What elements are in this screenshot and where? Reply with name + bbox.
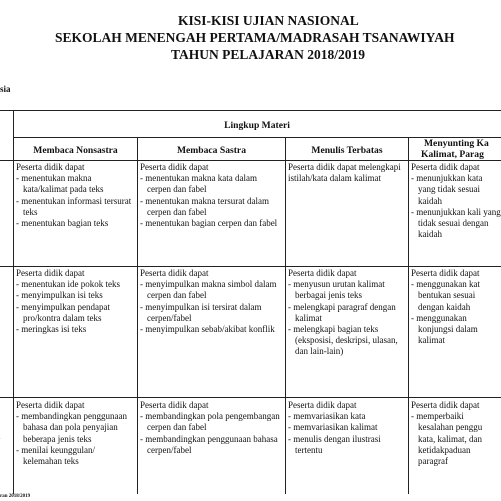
list-item: - menyimpulkan makna simbol dalam cerpen dan fabel (140, 279, 281, 301)
list-item: - menyimpulkan sebab/akibat konflik (140, 324, 281, 335)
list-item: - menggunakan konjungsi dalam kalimat (411, 313, 501, 347)
list-item: - menilai keunggulan/ kelemahan teks (16, 445, 136, 467)
footer-text: ran 2018/2019 (0, 494, 31, 499)
lingkup-materi-header: Lingkup Materi (224, 120, 290, 131)
cell-intro: Peserta didik dapat (140, 400, 209, 410)
cell-intro: Peserta didik dapat (411, 162, 480, 172)
title-line-1: KISI-KISI UJIAN NASIONAL (178, 13, 359, 28)
table-border-top (0, 110, 501, 111)
table-cell (288, 162, 405, 184)
list-item: - menunjukkan kata yang tidak sesuai kaidah (411, 173, 501, 207)
column-border (285, 137, 286, 494)
table-cell (16, 268, 136, 335)
table-cell (288, 268, 405, 358)
cell-intro: Peserta didik dapat (16, 268, 85, 278)
cell-intro: Peserta didik dapat (140, 268, 209, 278)
list-item: - membandingkan penggunaan bahasa cerpen/fabel (140, 434, 281, 456)
table-cell (288, 400, 405, 456)
cell-intro: Peserta didik dapat (140, 162, 209, 172)
list-item: - memvariasikan kata (288, 411, 405, 422)
column-header: Menulis Terbatas (311, 145, 383, 156)
table-cell (140, 268, 281, 335)
column-border (13, 110, 14, 494)
list-item: - menyimpulkan isi tersirat dalam cerpen/fabel (140, 302, 281, 324)
table-cell (140, 400, 281, 456)
list-item: - melengkapi paragraf dengan kalimat (288, 302, 405, 324)
column-border (408, 137, 409, 494)
cell-intro: Peserta didik dapat (411, 400, 480, 410)
table-cell (411, 400, 501, 467)
list-item: - memperbaiki kesalahan penggu kata, kalimat, dan ketidakpaduan paragraf (411, 411, 501, 467)
list-item: - menentukan makna tersurat dalam cerpen dan fabel (140, 196, 281, 218)
subject-label: sia (0, 84, 11, 94)
row-divider (0, 397, 501, 398)
row-fragment (0, 431, 1, 442)
column-border (137, 137, 138, 494)
cell-intro: Peserta didik dapat (288, 268, 357, 278)
list-item: - meringkas isi teks (16, 324, 136, 335)
table-cell (16, 400, 136, 467)
table-cell (411, 162, 501, 240)
cell-intro: Peserta didik dapat (411, 268, 480, 278)
list-item: - melengkapi bagian teks (eksposisi, deskripsi, ulasan, dan lain-lain) (288, 324, 405, 358)
list-item: - menentukan bagian cerpen dan fabel (140, 218, 281, 229)
cell-intro: Peserta didik dapat (16, 162, 85, 172)
column-header: Membaca Sastra (176, 145, 246, 156)
list-item: - menentukan ide pokok teks (16, 279, 136, 290)
list-item: - menulis dengan ilustrasi tertentu (288, 434, 405, 456)
cell-intro: Peserta didik dapat (288, 400, 357, 410)
list-item: - menentukan makna kata/kalimat pada teks (16, 173, 136, 195)
list-item: - membandingkan penggunaan bahasa dan pola penyajian beberapa jenis teks (16, 411, 136, 445)
column-header: Menyunting Ka (424, 138, 489, 149)
list-item: - menunjukkan kali yang tidak sesuai dengan kaidah (411, 207, 501, 241)
list-item: - menentukan makna kata dalam cerpen dan fabel (140, 173, 281, 195)
list-item: - menyimpulkan isi teks (16, 290, 136, 301)
title-line-2: SEKOLAH MENENGAH PERTAMA/MADRASAH TSANAWIYAH (55, 30, 455, 45)
list-item: - menentukan informasi tersurat teks (16, 196, 136, 218)
list-item: - menggunakan kat bentukan sesuai dengan kaidah (411, 279, 501, 313)
cell-intro: Peserta didik dapat (16, 400, 85, 410)
table-cell (140, 162, 281, 229)
column-header: Membaca Nonsastra (33, 145, 118, 156)
header-bottom-border (0, 160, 501, 161)
list-item: - menyimpulkan pendapat pro/kontra dalam teks (16, 302, 136, 324)
row-divider (0, 266, 501, 267)
cell-intro: Peserta didik dapat melengkapi istilah/kata dalam kalimat (288, 162, 401, 184)
list-item: - membandingkan pola pengembangan cerpen dan fabel (140, 411, 281, 433)
table-cell (16, 162, 136, 229)
title-line-3: TAHUN PELAJARAN 2018/2019 (171, 47, 366, 62)
list-item: - memvariasikan kalimat (288, 422, 405, 433)
column-header: Kalimat, Parag (421, 149, 484, 160)
list-item: - menyusun urutan kalimat berbagai jenis teks (288, 279, 405, 301)
table-cell (411, 268, 501, 346)
list-item: - menentukan bagian teks (16, 218, 136, 229)
